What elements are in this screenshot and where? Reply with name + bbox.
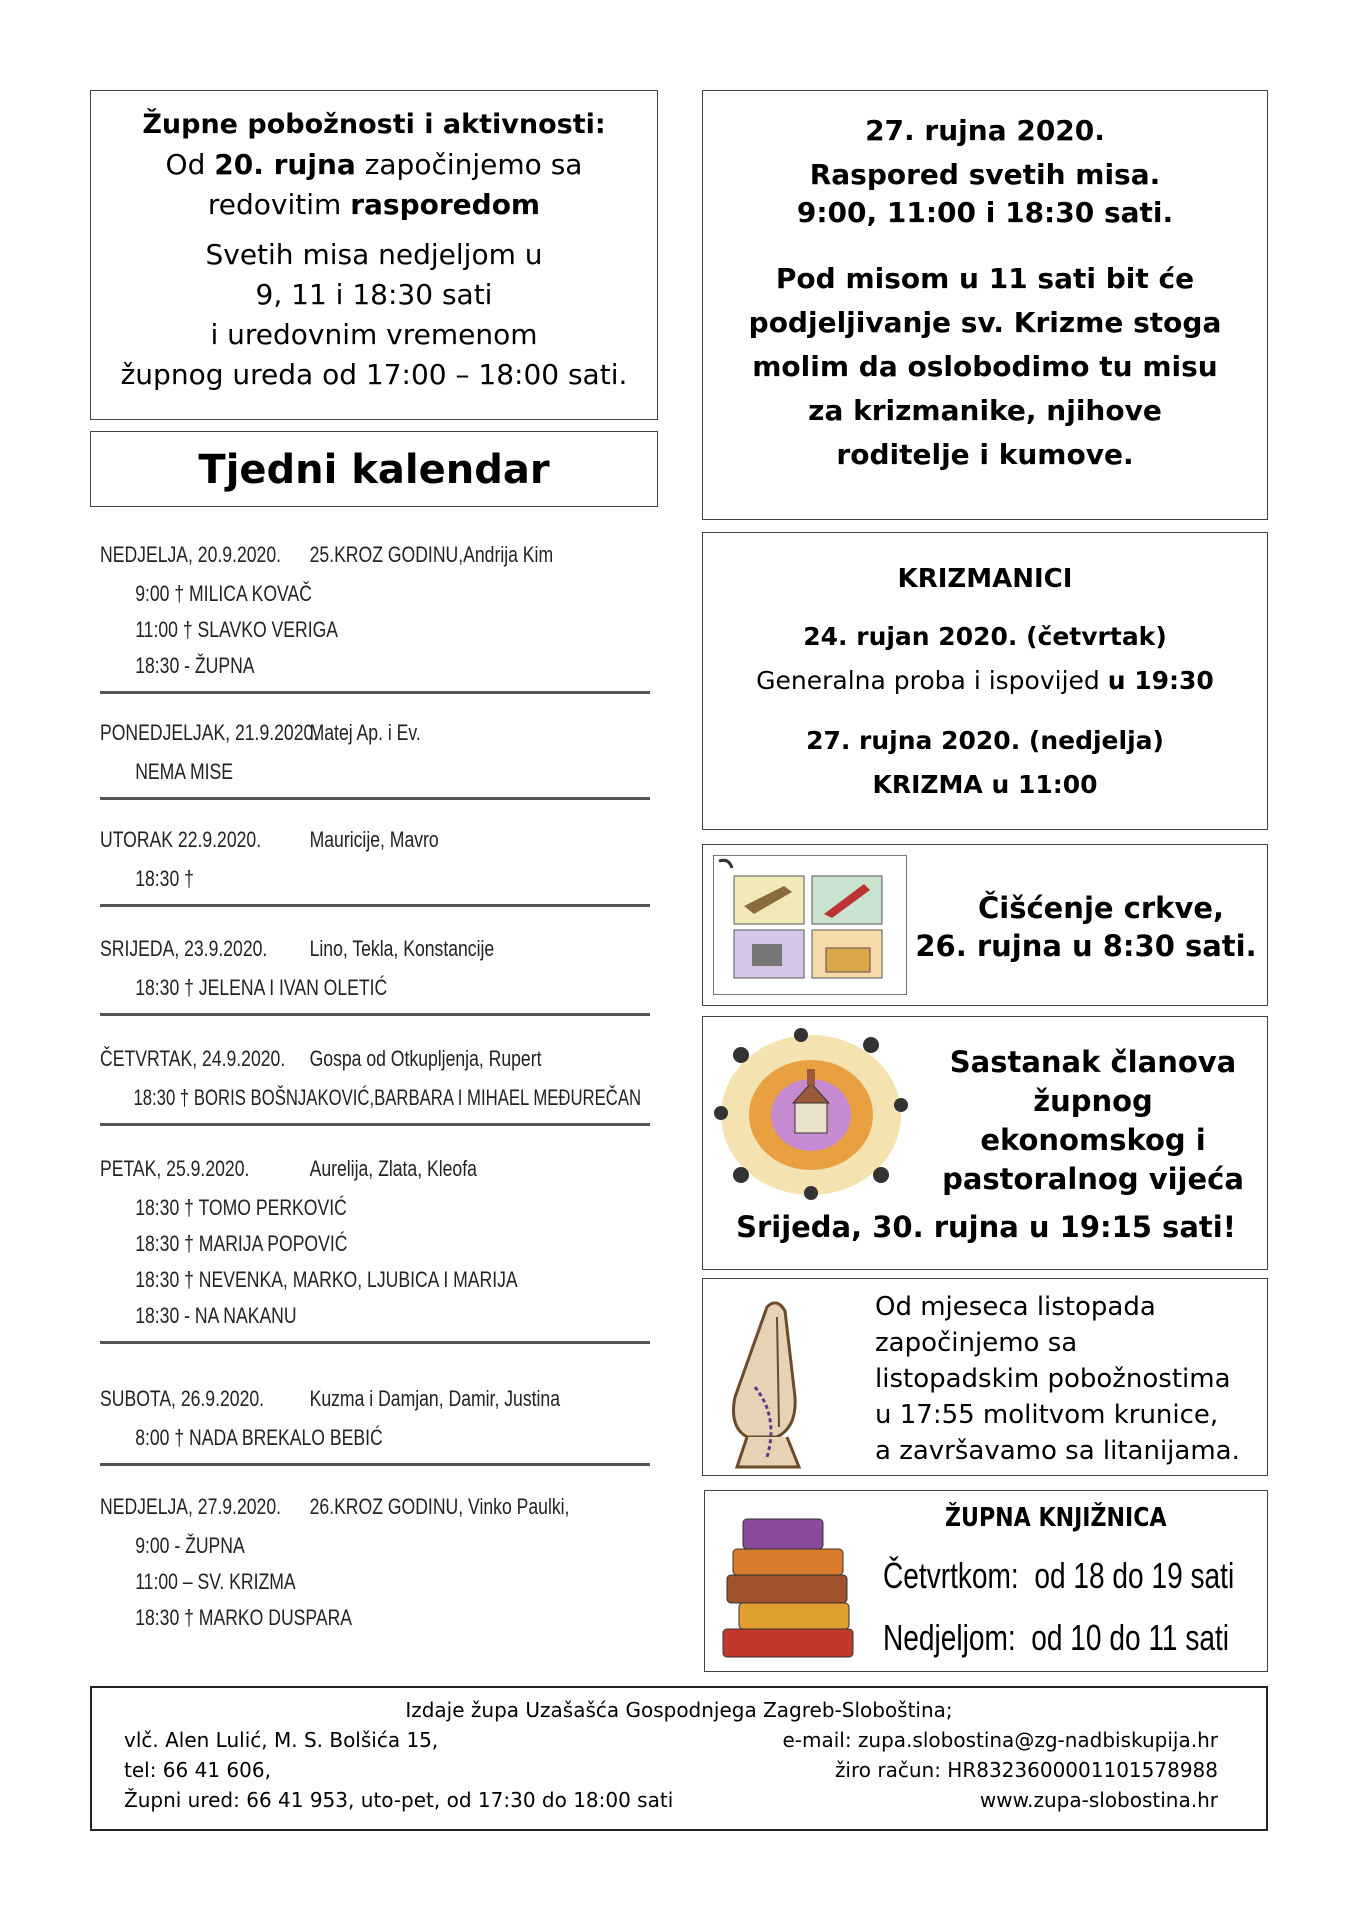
calendar-mass: 18:30 - ŽUPNA [135, 653, 255, 678]
meeting-line1: Sastanak članova [949, 1045, 1237, 1079]
schedule-note1: Pod misom u 11 sati bit će [775, 262, 1195, 295]
schedule-note2: podjeljivanje sv. Krizme stoga [748, 306, 1222, 339]
footer-account: žiro račun: HR8323600001101578988 [834, 1758, 1218, 1782]
calendar-day: UTORAK 22.9.2020. [100, 827, 262, 852]
calendar-entry [100, 714, 650, 800]
footer-tel: tel: 66 41 606, [124, 1758, 271, 1782]
cleaning-box [702, 844, 1268, 1006]
calendar-saint: Kuzma i Damjan, Damir, Justina [309, 1386, 560, 1411]
calendar-day: PONEDJELJAK, 21.9.2020. [100, 720, 319, 745]
schedule-box [702, 90, 1268, 520]
library-title: ŽUPNA KNJIŽNICA [945, 1503, 1167, 1533]
meeting-line5: Srijeda, 30. rujna u 19:15 sati! [736, 1210, 1236, 1244]
calendar-entry [100, 1380, 650, 1466]
krizmanici-date1: 24. rujan 2020. (četvrtak) [803, 622, 1167, 651]
meeting-line4: pastoralnog vijeća [942, 1162, 1244, 1196]
cleaning-line2: 26. rujna u 8:30 sati. [915, 929, 1257, 963]
library-row1: Četvrtkom: od 18 do 19 sati [883, 1555, 1235, 1596]
calendar-day: ČETVRTAK, 24.9.2020. [100, 1046, 286, 1071]
calendar-saint: Gospa od Otkupljenja, Rupert [309, 1046, 542, 1071]
calendar-entry [100, 1488, 650, 1646]
calendar-mass: 18:30 † JELENA I IVAN OLETIĆ [135, 975, 388, 1000]
krizmanici-title: KRIZMANICI [897, 564, 1073, 594]
devotions-line6: župnog ureda od 17:00 – 18:00 sati. [120, 358, 628, 391]
books-icon [713, 1499, 873, 1665]
footer-office: Župni ured: 66 41 953, uto-pet, od 17:30 do 18:00 sati [124, 1788, 674, 1812]
footer-priest: vlč. Alen Lulić, M. S. Bolšića 15, [124, 1728, 439, 1752]
krizmanici-event2: KRIZMA u 11:00 [872, 770, 1098, 799]
footer [90, 1686, 1268, 1831]
calendar-mass: 18:30 † MARIJA POPOVIĆ [135, 1231, 348, 1256]
footer-web: www.zupa-slobostina.hr [979, 1788, 1218, 1812]
calendar-mass: 18:30 † NEVENKA, MARKO, LJUBICA I MARIJA [135, 1267, 518, 1292]
calendar-entry-header [100, 714, 540, 754]
cleaning-image [713, 855, 907, 995]
calendar-entry-header [100, 1380, 560, 1420]
calendar-entry-header [100, 930, 540, 970]
calendar-entry-header [100, 1488, 570, 1528]
calendar-entry [100, 1040, 650, 1126]
meeting-line3: ekonomskog i [980, 1123, 1206, 1157]
calendar-entry [100, 1150, 650, 1344]
october-line3: listopadskim pobožnostima [875, 1364, 1231, 1394]
calendar-entry [100, 930, 650, 1016]
footer-publisher: Izdaje župa Uzašašća Gospodnjega Zagreb-Sloboština; [405, 1698, 953, 1722]
calendar-mass: 18:30 † BORIS BOŠNJAKOVIĆ,BARBARA I MIHAEL MEĐUREČAN [133, 1085, 642, 1110]
devotions-line1: Od 20. rujna započinjemo sa [165, 148, 583, 181]
october-line1: Od mjeseca listopada [875, 1292, 1156, 1322]
calendar-mass: 11:00 – SV. KRIZMA [135, 1569, 296, 1594]
calendar-saint: Mauricije, Mavro [309, 827, 439, 852]
schedule-date: 27. rujna 2020. [865, 114, 1105, 147]
calendar-saint: Aurelija, Zlata, Kleofa [309, 1156, 477, 1181]
cleaning-tools-icon [714, 856, 906, 994]
calendar-saint: Lino, Tekla, Konstancije [309, 936, 495, 961]
calendar-mass: 8:00 † NADA BREKALO BEBIĆ [135, 1425, 383, 1450]
schedule-line2: 9:00, 11:00 i 18:30 sati. [796, 196, 1174, 229]
calendar-day: SUBOTA, 26.9.2020. [100, 1386, 265, 1411]
footer-email: e-mail: zupa.slobostina@zg-nadbiskupija.hr [782, 1728, 1218, 1752]
calendar-saint: 26.KROZ GODINU, Vinko Paulki, [309, 1494, 570, 1519]
calendar-title: Tjedni kalendar [90, 431, 658, 507]
calendar-mass: 9:00 † MILICA KOVAČ [135, 581, 312, 606]
meeting-box [702, 1016, 1268, 1270]
calendar-mass: 18:30 - NA NAKANU [135, 1303, 297, 1328]
weekly-calendar [100, 536, 650, 1666]
calendar-mass: 9:00 - ŽUPNA [135, 1533, 245, 1558]
calendar-entry-header [100, 1150, 540, 1190]
calendar-saint: 25.KROZ GODINU,Andrija Kim [309, 542, 554, 567]
calendar-entry [100, 536, 650, 694]
calendar-mass: NEMA MISE [135, 759, 233, 784]
schedule-note4: za krizmanike, njihove [808, 394, 1162, 427]
october-line2: započinjemo sa [875, 1328, 1078, 1358]
schedule-note5: roditelje i kumove. [836, 438, 1134, 471]
calendar-mass: 18:30 † [135, 866, 194, 891]
library-box [704, 1490, 1268, 1672]
meeting-line2: župnog [1033, 1084, 1153, 1118]
calendar-saint: Matej Ap. i Ev. [309, 720, 421, 745]
october-line5: a završavamo sa litanijama. [875, 1436, 1240, 1466]
praying-hands-icon [707, 1287, 847, 1471]
library-row2: Nedjeljom: od 10 do 11 sati [883, 1617, 1230, 1658]
devotions-line2: redovitim rasporedom [207, 188, 541, 221]
october-box [702, 1278, 1268, 1476]
church-community-icon [711, 1025, 915, 1201]
calendar-entry-header [100, 1040, 540, 1080]
krizmanici-event1: Generalna proba i ispovijed u 19:30 [756, 666, 1214, 695]
devotions-line5: i uredovnim vremenom [210, 318, 538, 351]
schedule-line1: Raspored svetih misa. [809, 158, 1161, 191]
calendar-mass: 18:30 † MARKO DUSPARA [135, 1605, 353, 1630]
krizmanici-box [702, 532, 1268, 830]
calendar-entry [100, 821, 650, 907]
calendar-day: PETAK, 25.9.2020. [100, 1156, 250, 1181]
calendar-day: NEDJELJA, 27.9.2020. [100, 1494, 281, 1519]
calendar-mass: 18:30 † TOMO PERKOVIĆ [135, 1195, 347, 1220]
devotions-box [90, 90, 658, 420]
devotions-line4: 9, 11 i 18:30 sati [255, 278, 493, 311]
calendar-entry-header [100, 536, 554, 576]
october-image [707, 1287, 847, 1471]
october-line4: u 17:55 molitvom krunice, [875, 1400, 1219, 1430]
calendar-entry-header [100, 821, 540, 861]
meeting-image [711, 1025, 915, 1201]
cleaning-line1: Čišćenje crkve, [977, 891, 1225, 925]
library-image [713, 1499, 873, 1665]
devotions-title: Župne pobožnosti i aktivnosti: [142, 109, 606, 140]
calendar-day: SRIJEDA, 23.9.2020. [100, 936, 268, 961]
calendar-day: NEDJELJA, 20.9.2020. [100, 542, 281, 567]
calendar-mass: 11:00 † SLAVKO VERIGA [135, 617, 339, 642]
devotions-line3: Svetih misa nedjeljom u [205, 238, 543, 271]
schedule-note3: molim da oslobodimo tu misu [752, 350, 1218, 383]
krizmanici-date2: 27. rujna 2020. (nedjelja) [806, 726, 1164, 755]
